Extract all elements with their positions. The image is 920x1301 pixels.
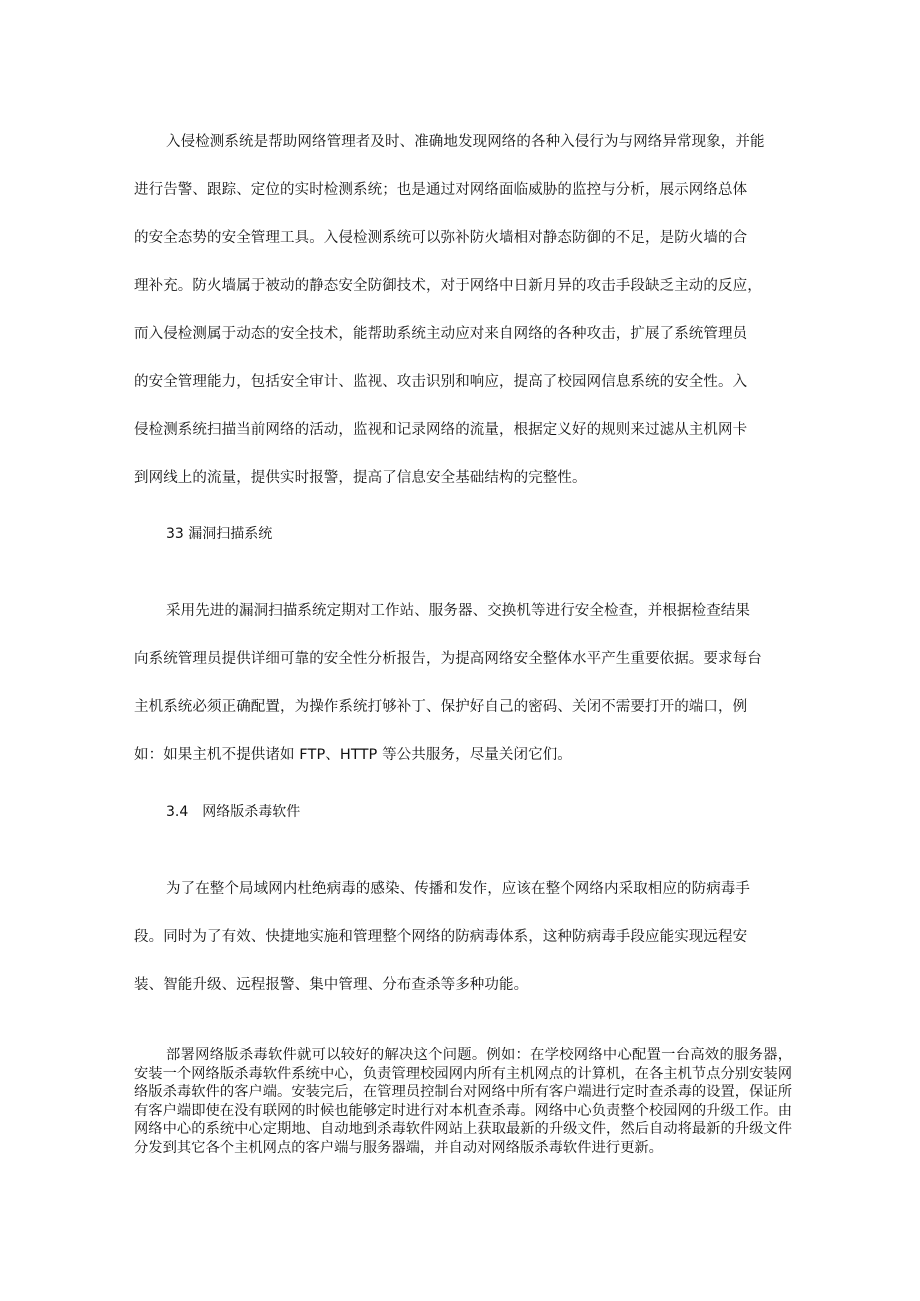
paragraph-line: 采用先进的漏洞扫描系统定期对工作站、服务器、交换机等进行安全检查，并根据检查结果 (166, 603, 750, 619)
paragraph-line: 进行告警、跟踪、定位的实时检测系统；也是通过对网络面临威胁的监控与分析，展示网络总体 (134, 182, 748, 198)
paragraph-line: 主机系统必须正确配置，为操作系统打够补丁、保护好自己的密码、关闭不需要打开的端口，例 (134, 699, 748, 715)
paragraph-antivirus-deployment: 部署网络版杀毒软件就可以较好的解决这个问题。例如：在学校网络中心配置一台高效的服务器，安装一个网络版杀毒软件系统中心，负责管理校园网内所有主机网点的计算机，在各主机节点分别安装网络版杀毒软件的客户端。安装完后，在管理员控制台对网络中所有客户端进行定时查杀毒的设置，保证所有客户端即使在没有联网的时候也能够定时进行对本机查杀毒。网络中心负责整个校园网的升级工作。由网络中心的系统中心定期地、自动地到杀毒软件网站上获取最新的升级文件，然后自动将最新的升级文件分发到其它各个主机网点的客户端与服务器端，并自动对网络版杀毒软件进行更新。 (134, 1047, 792, 1156)
paragraph-line: 的安全态势的安全管理工具。入侵检测系统可以弥补防火墙相对静态防御的不足，是防火墙的合 (134, 230, 748, 246)
section-heading-antivirus: 3.4 网络版杀毒软件 (166, 804, 301, 820)
section-heading-vulnerability-scan: 33 漏洞扫描系统 (166, 526, 273, 542)
paragraph-line: 段。同时为了有效、快捷地实施和管理整个网络的防病毒体系，这种防病毒手段应能实现远程安 (134, 929, 748, 945)
paragraph-line: 的安全管理能力，包括安全审计、监视、攻击识别和响应，提高了校园网信息系统的安全性。入 (134, 374, 748, 390)
paragraph-line: 入侵检测系统是帮助网络管理者及时、准确地发现网络的各种入侵行为与网络异常现象，并能 (166, 134, 765, 150)
paragraph-line: 而入侵检测属于动态的安全技术，能帮助系统主动应对来自网络的各种攻击，扩展了系统管理员 (134, 326, 748, 342)
paragraph-line: 到网线上的流量，提供实时报警，提高了信息安全基础结构的完整性。 (134, 470, 587, 486)
paragraph-line: 向系统管理员提供详细可靠的安全性分析报告，为提高网络安全整体水平产生重要依据。要求每台 (134, 651, 762, 667)
paragraph-line: 侵检测系统扫描当前网络的活动，监视和记录网络的流量，根据定义好的规则来过滤从主机网卡 (134, 422, 748, 438)
paragraph-line: 装、智能升级、远程报警、集中管理、分布查杀等多种功能。 (134, 977, 529, 993)
paragraph-line: 为了在整个局域网内杜绝病毒的感染、传播和发作，应该在整个网络内采取相应的防病毒手 (166, 881, 750, 897)
paragraph-line: 理补充。防火墙属于被动的静态安全防御技术，对于网络中日新月异的攻击手段缺乏主动的反应， (134, 278, 762, 294)
paragraph-line: 如：如果主机不提供诸如 FTP、HTTP 等公共服务，尽量关闭它们。 (134, 747, 572, 763)
